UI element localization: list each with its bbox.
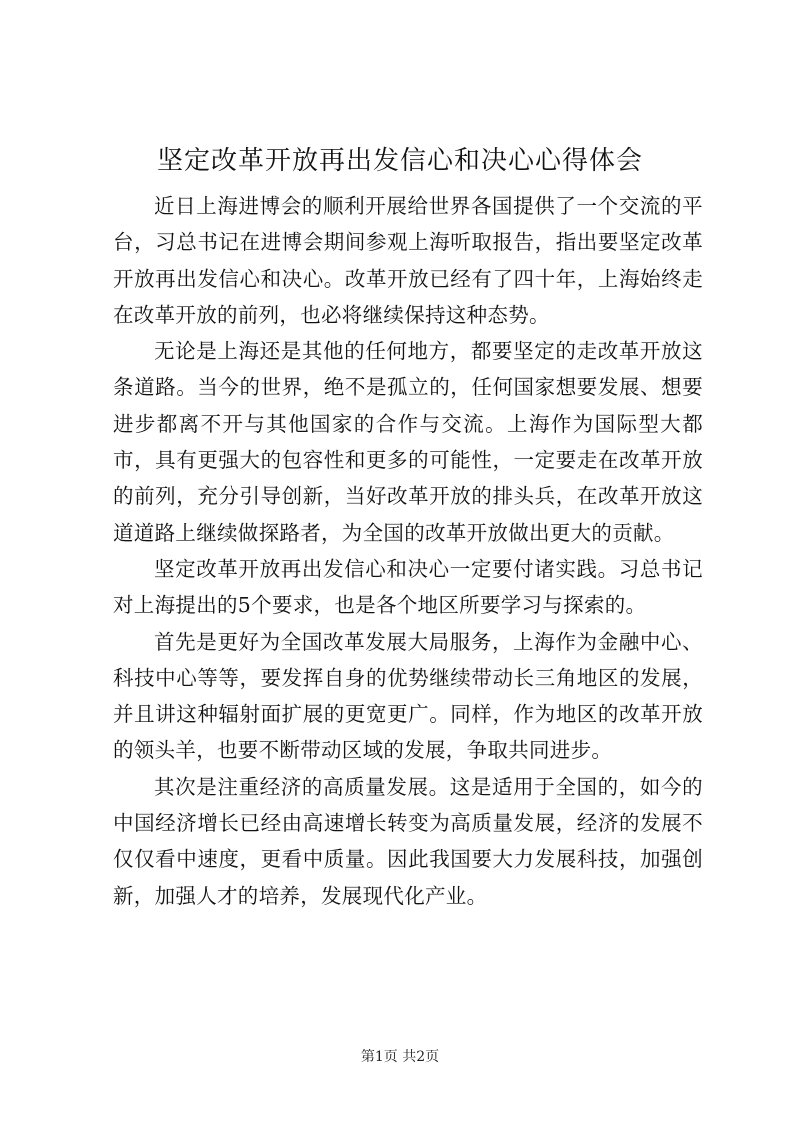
page-footer: 第1页 共2页 xyxy=(360,1049,440,1065)
paragraph-4: 首先是更好为全国改革发展大局服务，上海作为金融中心、科技中心等等，要发挥自身的优势继续带动长三角地区的发展，并且讲这种辐射面扩展的更宽更广。同样，作为地区的改革开放的领头羊，也要不断带动区域的发展，争取共同进步。 xyxy=(113,629,703,763)
document-title: 坚定改革开放再出发信心和决心心得体会 xyxy=(156,146,643,176)
paragraph-1: 近日上海进博会的顺利开展给世界各国提供了一个交流的平台，习总书记在进博会期间参观上海听取报告，指出要坚定改革开放再出发信心和决心。改革开放已经有了四十年，上海始终走在改革开放的前列，也必将继续保持这种态势。 xyxy=(113,194,703,327)
paragraph-3: 坚定改革开放再出发信心和决心一定要付诸实践。习总书记对上海提出的5个要求，也是各个地区所要学习与探索的。 xyxy=(113,556,703,618)
document-body xyxy=(113,188,703,914)
paragraph-5: 其次是注重经济的高质量发展。这是适用于全国的，如今的中国经济增长已经由高速增长转变为高质量发展，经济的发展不仅仅看中速度，更看中质量。因此我国要大力发展科技，加强创新，加强人才的培养，发展现代化产业。 xyxy=(113,774,703,908)
paragraph-2: 无论是上海还是其他的任何地方，都要坚定的走改革开放这条道路。当今的世界，绝不是孤立的，任何国家想要发展、想要进步都离不开与其他国家的合作与交流。上海作为国际型大都市，具有更强大的包容性和更多的可能性，一定要走在改革开放的前列，充分引导创新，当好改革开放的排头兵，在改革开放这道道路上继续做探路者，为全国的改革开放做出更大的贡献。 xyxy=(113,339,703,545)
